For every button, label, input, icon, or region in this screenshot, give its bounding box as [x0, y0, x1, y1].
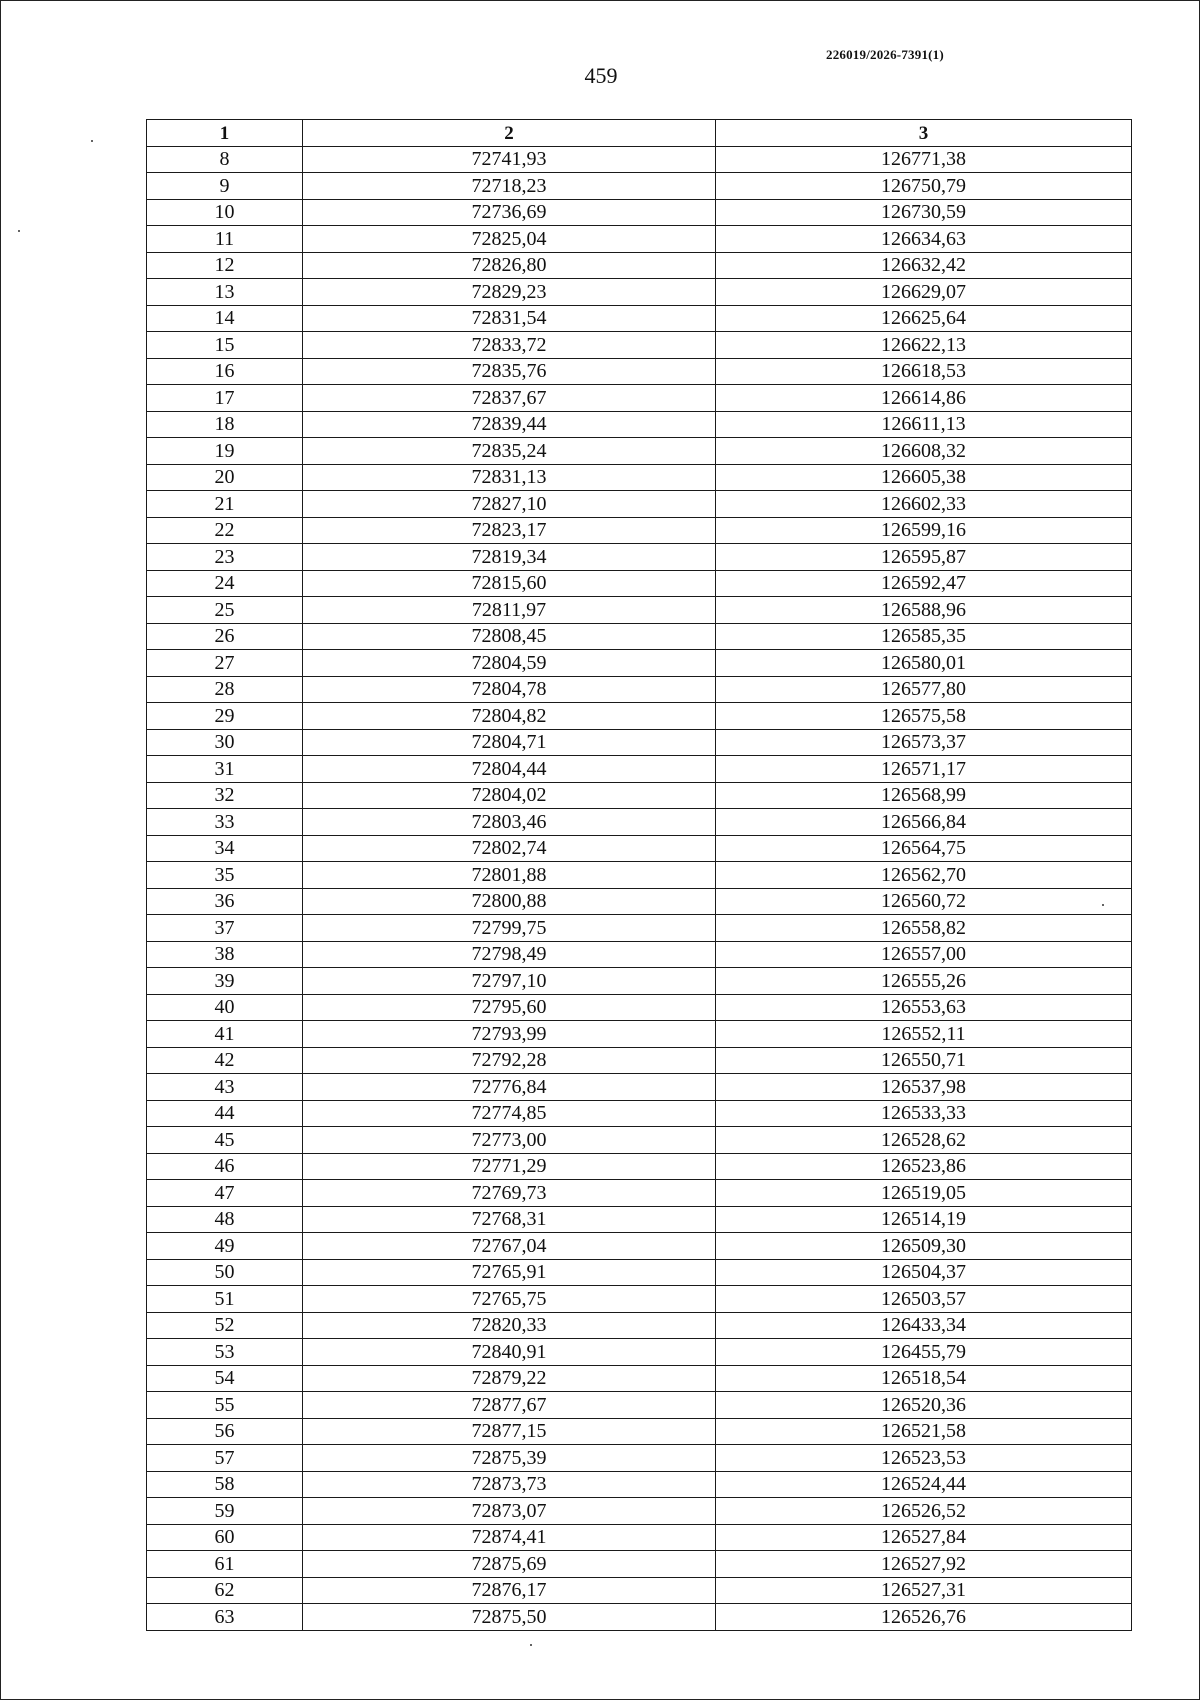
y-coordinate-cell: 126523,53	[716, 1445, 1132, 1472]
y-coordinate-cell: 126614,86	[716, 385, 1132, 412]
x-coordinate-cell: 72736,69	[303, 199, 716, 226]
x-coordinate-cell: 72819,34	[303, 544, 716, 571]
y-coordinate-cell: 126526,76	[716, 1604, 1132, 1631]
table-body	[147, 146, 1132, 1630]
point-number-cell: 10	[147, 199, 303, 226]
y-coordinate-cell: 126521,58	[716, 1418, 1132, 1445]
column-header-3: 3	[716, 120, 1132, 147]
y-coordinate-cell: 126524,44	[716, 1471, 1132, 1498]
x-coordinate-cell: 72876,17	[303, 1577, 716, 1604]
table-row	[147, 941, 1132, 968]
coordinates-table	[146, 119, 1132, 1631]
y-coordinate-cell: 126455,79	[716, 1339, 1132, 1366]
point-number-cell: 60	[147, 1524, 303, 1551]
x-coordinate-cell: 72823,17	[303, 517, 716, 544]
x-coordinate-cell: 72808,45	[303, 623, 716, 650]
table-row	[147, 1153, 1132, 1180]
y-coordinate-cell: 126550,71	[716, 1047, 1132, 1074]
x-coordinate-cell: 72767,04	[303, 1233, 716, 1260]
x-coordinate-cell: 72803,46	[303, 809, 716, 836]
table-row	[147, 1577, 1132, 1604]
table-row	[147, 146, 1132, 173]
table-row	[147, 252, 1132, 279]
table-row	[147, 544, 1132, 571]
point-number-cell: 16	[147, 358, 303, 385]
point-number-cell: 24	[147, 570, 303, 597]
x-coordinate-cell: 72837,67	[303, 385, 716, 412]
point-number-cell: 55	[147, 1392, 303, 1419]
y-coordinate-cell: 126509,30	[716, 1233, 1132, 1260]
x-coordinate-cell: 72771,29	[303, 1153, 716, 1180]
table-row	[147, 703, 1132, 730]
point-number-cell: 61	[147, 1551, 303, 1578]
y-coordinate-cell: 126519,05	[716, 1180, 1132, 1207]
y-coordinate-cell: 126527,31	[716, 1577, 1132, 1604]
point-number-cell: 33	[147, 809, 303, 836]
point-number-cell: 51	[147, 1286, 303, 1313]
y-coordinate-cell: 126527,92	[716, 1551, 1132, 1578]
x-coordinate-cell: 72718,23	[303, 173, 716, 200]
y-coordinate-cell: 126625,64	[716, 305, 1132, 332]
table-row	[147, 173, 1132, 200]
table-row	[147, 623, 1132, 650]
x-coordinate-cell: 72826,80	[303, 252, 716, 279]
point-number-cell: 17	[147, 385, 303, 412]
point-number-cell: 52	[147, 1312, 303, 1339]
x-coordinate-cell: 72873,07	[303, 1498, 716, 1525]
x-coordinate-cell: 72797,10	[303, 968, 716, 995]
y-coordinate-cell: 126503,57	[716, 1286, 1132, 1313]
y-coordinate-cell: 126611,13	[716, 411, 1132, 438]
table-row	[147, 1524, 1132, 1551]
y-coordinate-cell: 126585,35	[716, 623, 1132, 650]
table-row	[147, 1259, 1132, 1286]
x-coordinate-cell: 72802,74	[303, 835, 716, 862]
point-number-cell: 28	[147, 676, 303, 703]
x-coordinate-cell: 72765,75	[303, 1286, 716, 1313]
column-header-1: 1	[147, 120, 303, 147]
point-number-cell: 58	[147, 1471, 303, 1498]
point-number-cell: 47	[147, 1180, 303, 1207]
y-coordinate-cell: 126575,58	[716, 703, 1132, 730]
point-number-cell: 36	[147, 888, 303, 915]
y-coordinate-cell: 126605,38	[716, 464, 1132, 491]
x-coordinate-cell: 72773,00	[303, 1127, 716, 1154]
x-coordinate-cell: 72835,24	[303, 438, 716, 465]
y-coordinate-cell: 126433,34	[716, 1312, 1132, 1339]
table-row	[147, 650, 1132, 677]
y-coordinate-cell: 126518,54	[716, 1365, 1132, 1392]
y-coordinate-cell: 126577,80	[716, 676, 1132, 703]
column-header-2: 2	[303, 120, 716, 147]
x-coordinate-cell: 72804,71	[303, 729, 716, 756]
x-coordinate-cell: 72873,73	[303, 1471, 716, 1498]
table-row	[147, 994, 1132, 1021]
x-coordinate-cell: 72768,31	[303, 1206, 716, 1233]
table-row	[147, 1498, 1132, 1525]
y-coordinate-cell: 126533,33	[716, 1100, 1132, 1127]
y-coordinate-cell: 126557,00	[716, 941, 1132, 968]
x-coordinate-cell: 72833,72	[303, 332, 716, 359]
x-coordinate-cell: 72811,97	[303, 597, 716, 624]
x-coordinate-cell: 72804,82	[303, 703, 716, 730]
point-number-cell: 49	[147, 1233, 303, 1260]
y-coordinate-cell: 126560,72	[716, 888, 1132, 915]
point-number-cell: 32	[147, 782, 303, 809]
y-coordinate-cell: 126602,33	[716, 491, 1132, 518]
y-coordinate-cell: 126573,37	[716, 729, 1132, 756]
x-coordinate-cell: 72800,88	[303, 888, 716, 915]
x-coordinate-cell: 72815,60	[303, 570, 716, 597]
y-coordinate-cell: 126618,53	[716, 358, 1132, 385]
y-coordinate-cell: 126566,84	[716, 809, 1132, 836]
x-coordinate-cell: 72776,84	[303, 1074, 716, 1101]
table-row	[147, 729, 1132, 756]
y-coordinate-cell: 126580,01	[716, 650, 1132, 677]
point-number-cell: 30	[147, 729, 303, 756]
y-coordinate-cell: 126750,79	[716, 173, 1132, 200]
x-coordinate-cell: 72840,91	[303, 1339, 716, 1366]
y-coordinate-cell: 126634,63	[716, 226, 1132, 253]
point-number-cell: 13	[147, 279, 303, 306]
table-row	[147, 570, 1132, 597]
point-number-cell: 45	[147, 1127, 303, 1154]
x-coordinate-cell: 72795,60	[303, 994, 716, 1021]
table-row	[147, 1551, 1132, 1578]
x-coordinate-cell: 72804,02	[303, 782, 716, 809]
y-coordinate-cell: 126555,26	[716, 968, 1132, 995]
y-coordinate-cell: 126504,37	[716, 1259, 1132, 1286]
x-coordinate-cell: 72875,39	[303, 1445, 716, 1472]
table-row	[147, 1312, 1132, 1339]
point-number-cell: 25	[147, 597, 303, 624]
point-number-cell: 9	[147, 173, 303, 200]
table-row	[147, 809, 1132, 836]
y-coordinate-cell: 126523,86	[716, 1153, 1132, 1180]
table-row	[147, 438, 1132, 465]
table-row	[147, 1339, 1132, 1366]
point-number-cell: 53	[147, 1339, 303, 1366]
table-row	[147, 1233, 1132, 1260]
point-number-cell: 43	[147, 1074, 303, 1101]
point-number-cell: 41	[147, 1021, 303, 1048]
table-row	[147, 1127, 1132, 1154]
y-coordinate-cell: 126571,17	[716, 756, 1132, 783]
y-coordinate-cell: 126771,38	[716, 146, 1132, 173]
y-coordinate-cell: 126537,98	[716, 1074, 1132, 1101]
point-number-cell: 23	[147, 544, 303, 571]
table-row	[147, 464, 1132, 491]
table-row	[147, 915, 1132, 942]
x-coordinate-cell: 72741,93	[303, 146, 716, 173]
table-row	[147, 1392, 1132, 1419]
y-coordinate-cell: 126514,19	[716, 1206, 1132, 1233]
table-row	[147, 1100, 1132, 1127]
point-number-cell: 35	[147, 862, 303, 889]
point-number-cell: 48	[147, 1206, 303, 1233]
table-row	[147, 676, 1132, 703]
table-row	[147, 358, 1132, 385]
document-id: 226019/2026-7391(1)	[826, 47, 944, 62]
point-number-cell: 8	[147, 146, 303, 173]
point-number-cell: 40	[147, 994, 303, 1021]
point-number-cell: 44	[147, 1100, 303, 1127]
table-row	[147, 1604, 1132, 1631]
y-coordinate-cell: 126632,42	[716, 252, 1132, 279]
point-number-cell: 21	[147, 491, 303, 518]
table-row	[147, 305, 1132, 332]
point-number-cell: 62	[147, 1577, 303, 1604]
x-coordinate-cell: 72804,44	[303, 756, 716, 783]
x-coordinate-cell: 72804,78	[303, 676, 716, 703]
y-coordinate-cell: 126595,87	[716, 544, 1132, 571]
x-coordinate-cell: 72829,23	[303, 279, 716, 306]
point-number-cell: 20	[147, 464, 303, 491]
table-row	[147, 835, 1132, 862]
point-number-cell: 42	[147, 1047, 303, 1074]
table-row	[147, 199, 1132, 226]
point-number-cell: 11	[147, 226, 303, 253]
y-coordinate-cell: 126558,82	[716, 915, 1132, 942]
x-coordinate-cell: 72877,15	[303, 1418, 716, 1445]
x-coordinate-cell: 72765,91	[303, 1259, 716, 1286]
table-row	[147, 279, 1132, 306]
y-coordinate-cell: 126527,84	[716, 1524, 1132, 1551]
x-coordinate-cell: 72769,73	[303, 1180, 716, 1207]
y-coordinate-cell: 126608,32	[716, 438, 1132, 465]
scan-speck	[91, 140, 93, 142]
point-number-cell: 15	[147, 332, 303, 359]
table-row	[147, 332, 1132, 359]
scan-speck	[18, 230, 20, 232]
point-number-cell: 46	[147, 1153, 303, 1180]
point-number-cell: 27	[147, 650, 303, 677]
y-coordinate-cell: 126562,70	[716, 862, 1132, 889]
x-coordinate-cell: 72831,54	[303, 305, 716, 332]
table-header-row	[147, 120, 1132, 147]
table-row	[147, 888, 1132, 915]
table-row	[147, 1365, 1132, 1392]
point-number-cell: 54	[147, 1365, 303, 1392]
table-row	[147, 1074, 1132, 1101]
point-number-cell: 38	[147, 941, 303, 968]
table-row	[147, 1047, 1132, 1074]
y-coordinate-cell: 126629,07	[716, 279, 1132, 306]
point-number-cell: 12	[147, 252, 303, 279]
point-number-cell: 22	[147, 517, 303, 544]
table-row	[147, 491, 1132, 518]
table-row	[147, 756, 1132, 783]
x-coordinate-cell: 72825,04	[303, 226, 716, 253]
table-row	[147, 1206, 1132, 1233]
point-number-cell: 29	[147, 703, 303, 730]
y-coordinate-cell: 126588,96	[716, 597, 1132, 624]
table-row	[147, 1445, 1132, 1472]
point-number-cell: 34	[147, 835, 303, 862]
table-row	[147, 1286, 1132, 1313]
x-coordinate-cell: 72793,99	[303, 1021, 716, 1048]
x-coordinate-cell: 72804,59	[303, 650, 716, 677]
table-row	[147, 968, 1132, 995]
table-row	[147, 1180, 1132, 1207]
y-coordinate-cell: 126520,36	[716, 1392, 1132, 1419]
table-row	[147, 1418, 1132, 1445]
y-coordinate-cell: 126528,62	[716, 1127, 1132, 1154]
x-coordinate-cell: 72874,41	[303, 1524, 716, 1551]
y-coordinate-cell: 126599,16	[716, 517, 1132, 544]
table-row	[147, 1021, 1132, 1048]
y-coordinate-cell: 126730,59	[716, 199, 1132, 226]
y-coordinate-cell: 126553,63	[716, 994, 1132, 1021]
x-coordinate-cell: 72877,67	[303, 1392, 716, 1419]
point-number-cell: 63	[147, 1604, 303, 1631]
point-number-cell: 19	[147, 438, 303, 465]
point-number-cell: 31	[147, 756, 303, 783]
y-coordinate-cell: 126568,99	[716, 782, 1132, 809]
point-number-cell: 50	[147, 1259, 303, 1286]
point-number-cell: 57	[147, 1445, 303, 1472]
x-coordinate-cell: 72831,13	[303, 464, 716, 491]
page-number: 459	[584, 63, 618, 88]
y-coordinate-cell: 126592,47	[716, 570, 1132, 597]
table-row	[147, 411, 1132, 438]
scan-speck	[530, 1644, 532, 1646]
point-number-cell: 39	[147, 968, 303, 995]
point-number-cell: 56	[147, 1418, 303, 1445]
x-coordinate-cell: 72879,22	[303, 1365, 716, 1392]
table-row	[147, 226, 1132, 253]
table-row	[147, 1471, 1132, 1498]
x-coordinate-cell: 72835,76	[303, 358, 716, 385]
x-coordinate-cell: 72801,88	[303, 862, 716, 889]
point-number-cell: 26	[147, 623, 303, 650]
point-number-cell: 18	[147, 411, 303, 438]
y-coordinate-cell: 126564,75	[716, 835, 1132, 862]
x-coordinate-cell: 72774,85	[303, 1100, 716, 1127]
x-coordinate-cell: 72792,28	[303, 1047, 716, 1074]
y-coordinate-cell: 126552,11	[716, 1021, 1132, 1048]
y-coordinate-cell: 126622,13	[716, 332, 1132, 359]
table-row	[147, 782, 1132, 809]
x-coordinate-cell: 72820,33	[303, 1312, 716, 1339]
point-number-cell: 37	[147, 915, 303, 942]
x-coordinate-cell: 72875,69	[303, 1551, 716, 1578]
table-row	[147, 862, 1132, 889]
point-number-cell: 59	[147, 1498, 303, 1525]
x-coordinate-cell: 72839,44	[303, 411, 716, 438]
y-coordinate-cell: 126526,52	[716, 1498, 1132, 1525]
x-coordinate-cell: 72875,50	[303, 1604, 716, 1631]
x-coordinate-cell: 72799,75	[303, 915, 716, 942]
table-row	[147, 517, 1132, 544]
table-row	[147, 597, 1132, 624]
point-number-cell: 14	[147, 305, 303, 332]
x-coordinate-cell: 72827,10	[303, 491, 716, 518]
x-coordinate-cell: 72798,49	[303, 941, 716, 968]
table-row	[147, 385, 1132, 412]
